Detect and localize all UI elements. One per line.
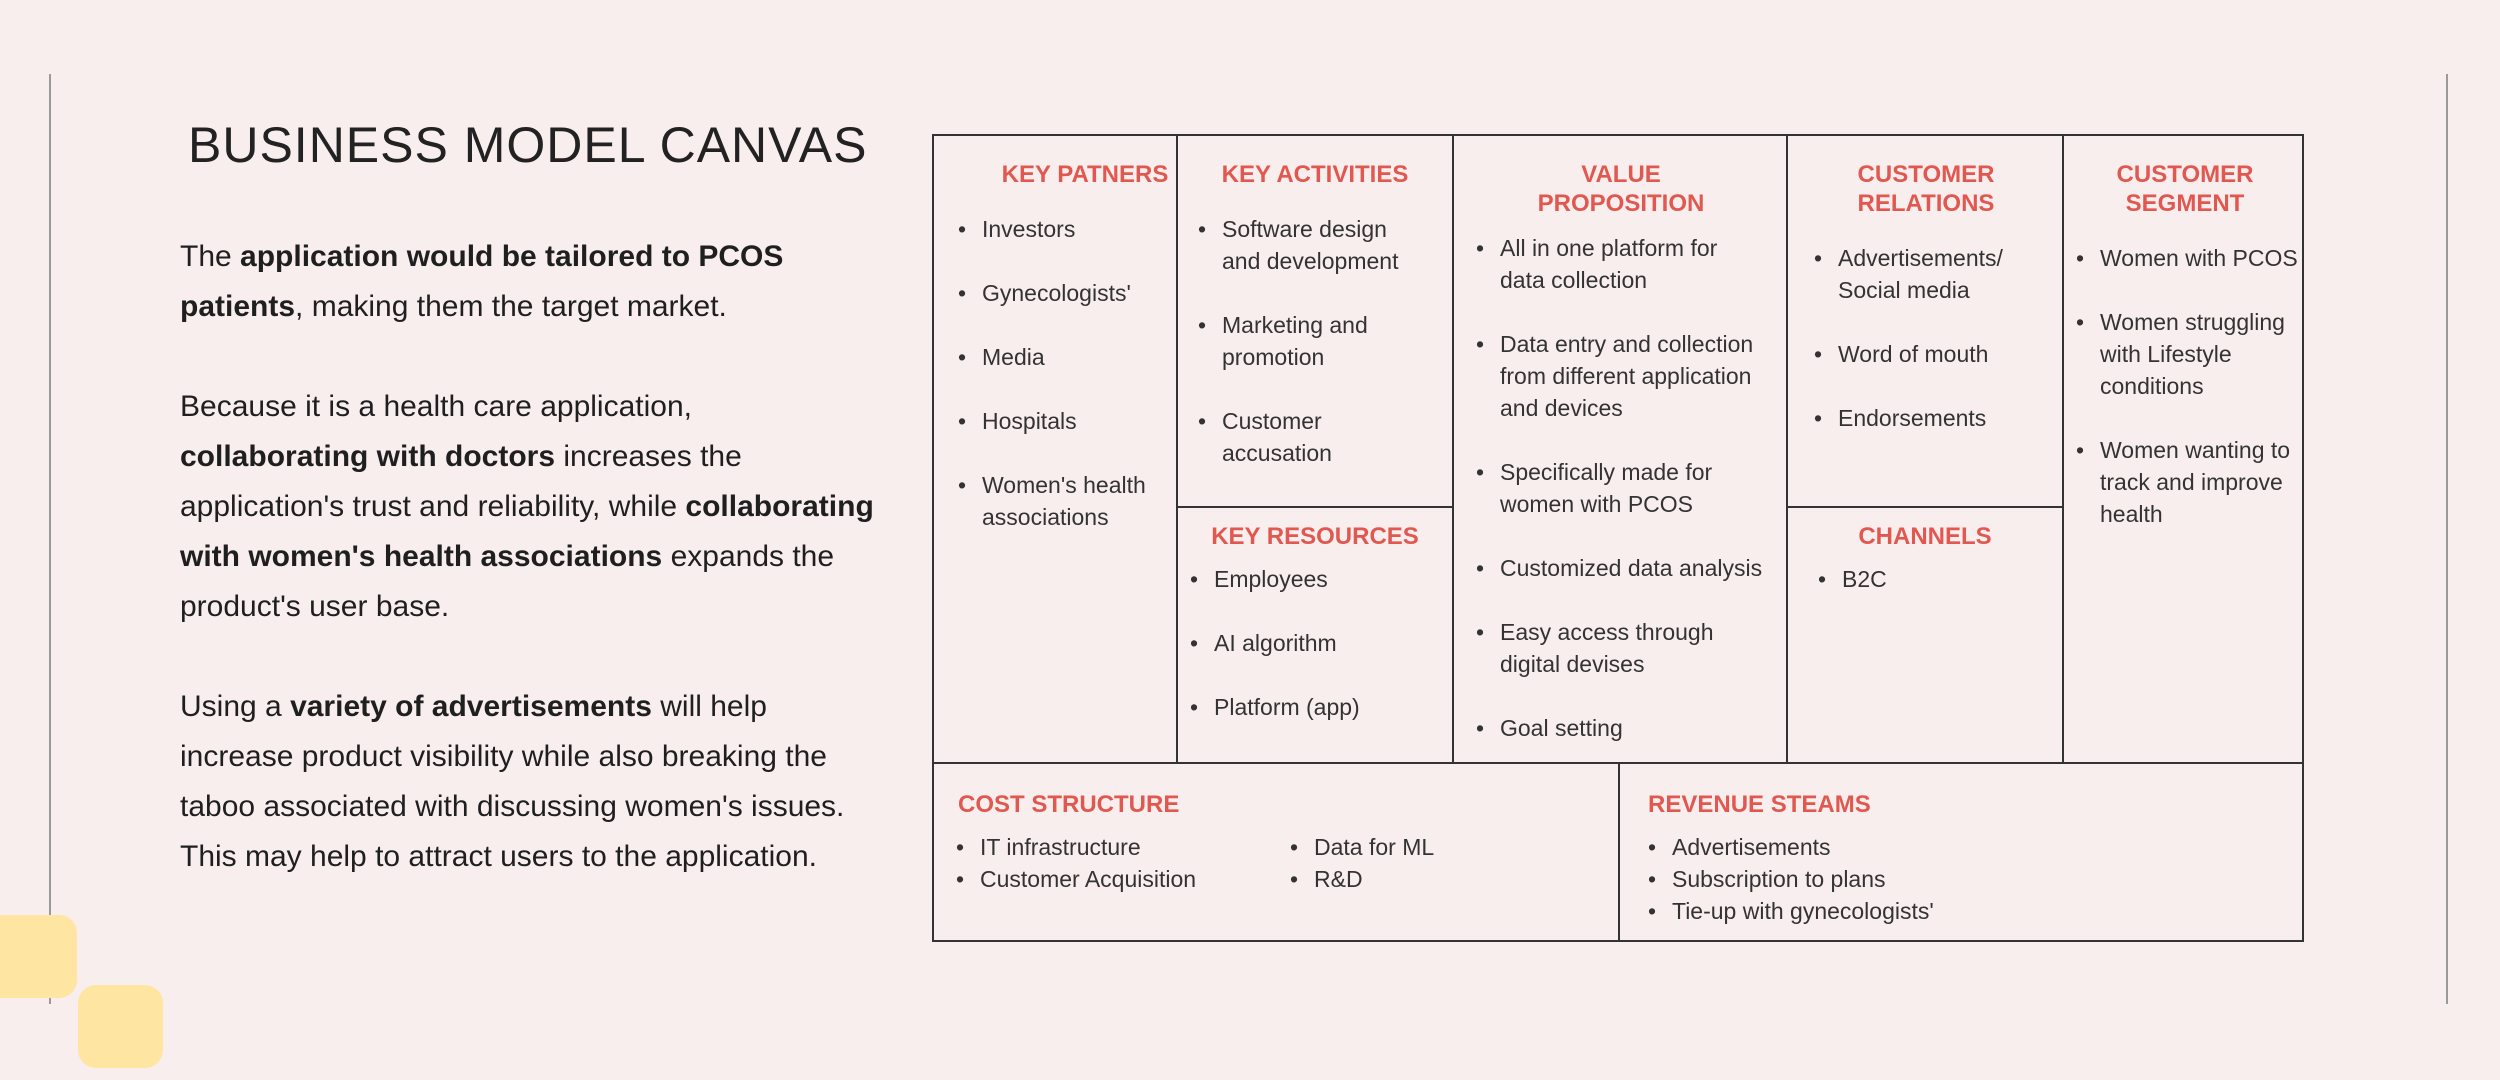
right-divider-line — [2446, 74, 2448, 1004]
list-item: • Tie-up with gynecologists' — [1648, 895, 2248, 927]
value-proposition-list — [1476, 232, 1766, 744]
customer-relations-heading: CUSTOMER RELATIONS — [1857, 161, 1995, 217]
list-item: • Hospitals — [958, 405, 1158, 437]
list-item: • Customer accusation — [1198, 405, 1418, 469]
decorative-square-bottom — [78, 985, 163, 1068]
list-item: • Specifically made for women with PCOS — [1476, 456, 1766, 520]
list-item: • Customized data analysis — [1476, 552, 1766, 584]
list-item: • Women struggling with Lifestyle conditions — [2076, 306, 2298, 402]
key-partners-list — [958, 213, 1158, 533]
intro-paragraph-2: Because it is a health care application, collaborating with doctors increases the application's trust and reliability, while collaborating with women's health associations expands the product's user base. — [180, 390, 874, 623]
key-resources-heading: KEY RESOURCES — [1211, 523, 1419, 550]
channels-list — [1818, 563, 2038, 595]
customer-segment-block — [2062, 136, 2304, 762]
list-item: • Advertisements/ Social media — [1814, 242, 2034, 306]
decorative-square-top — [0, 915, 77, 998]
list-item: • Gynecologists' — [958, 277, 1158, 309]
list-item: • Data entry and collection from different application and devices — [1476, 328, 1766, 424]
list-item: • Data for ML — [1290, 831, 1590, 863]
key-partners-block — [934, 136, 1176, 762]
list-item: • Word of mouth — [1814, 338, 2034, 370]
cost-structure-block — [934, 762, 1626, 942]
left-divider-line — [49, 74, 51, 1004]
value-proposition-heading: VALUE PROPOSITION — [1537, 161, 1705, 217]
list-item: • Women's health associations — [958, 469, 1158, 533]
customer-relations-list — [1814, 242, 2034, 434]
list-item: • R&D — [1290, 863, 1590, 895]
cost-structure-heading: COST STRUCTURE — [958, 791, 1180, 818]
list-item: • IT infrastructure — [956, 831, 1290, 863]
cost-structure-columns — [956, 831, 1626, 895]
list-item: • Software design and development — [1198, 213, 1418, 277]
list-item: • Media — [958, 341, 1158, 373]
list-item: • Women with PCOS — [2076, 242, 2298, 274]
list-item: • Easy access through digital devises — [1476, 616, 1766, 680]
revenue-streams-list — [1648, 831, 2248, 927]
list-item: • Endorsements — [1814, 402, 2034, 434]
list-item: • Advertisements — [1648, 831, 2248, 863]
list-item: • Employees — [1190, 563, 1430, 595]
list-item: • All in one platform for data collection — [1476, 232, 1766, 296]
customer-relations-block — [1786, 136, 2062, 506]
intro-paragraph-3: Using a variety of advertisements will help increase product visibility while also breaking the taboo associated with discussing women's issues. This may help to attract users to the application. — [180, 690, 845, 873]
customer-segment-list — [2076, 242, 2298, 530]
key-activities-heading: KEY ACTIVITIES — [1221, 161, 1409, 188]
list-item: • AI algorithm — [1190, 627, 1430, 659]
list-item: • B2C — [1818, 563, 2038, 595]
list-item: • Platform (app) — [1190, 691, 1430, 723]
key-resources-block — [1176, 506, 1452, 762]
list-item: • Customer Acquisition — [956, 863, 1290, 895]
channels-block — [1786, 506, 2062, 762]
intro-text — [180, 232, 880, 932]
list-item: • Investors — [958, 213, 1158, 245]
revenue-streams-heading: REVENUE STEAMS — [1648, 791, 1871, 818]
value-proposition-block — [1452, 136, 1786, 762]
list-item: • Goal setting — [1476, 712, 1766, 744]
cost-structure-list-1 — [956, 831, 1290, 895]
list-item: • Marketing and promotion — [1198, 309, 1418, 373]
list-item: • Subscription to plans — [1648, 863, 2248, 895]
key-partners-heading: KEY PATNERS — [1001, 161, 1169, 188]
cost-structure-list-2 — [1290, 831, 1590, 895]
list-item: • Women wanting to track and improve health — [2076, 434, 2298, 530]
revenue-streams-block — [1618, 762, 2304, 942]
key-resources-list — [1190, 563, 1430, 723]
customer-segment-heading: CUSTOMER SEGMENT — [2116, 161, 2254, 217]
business-model-canvas — [932, 134, 2304, 942]
key-activities-block — [1176, 136, 1452, 506]
page-title: BUSINESS MODEL CANVAS — [188, 117, 868, 173]
channels-heading: CHANNELS — [1858, 523, 1992, 550]
intro-paragraph-1: The application would be tailored to PCOS patients, making them the target market. — [180, 240, 784, 323]
key-activities-list — [1198, 213, 1418, 469]
